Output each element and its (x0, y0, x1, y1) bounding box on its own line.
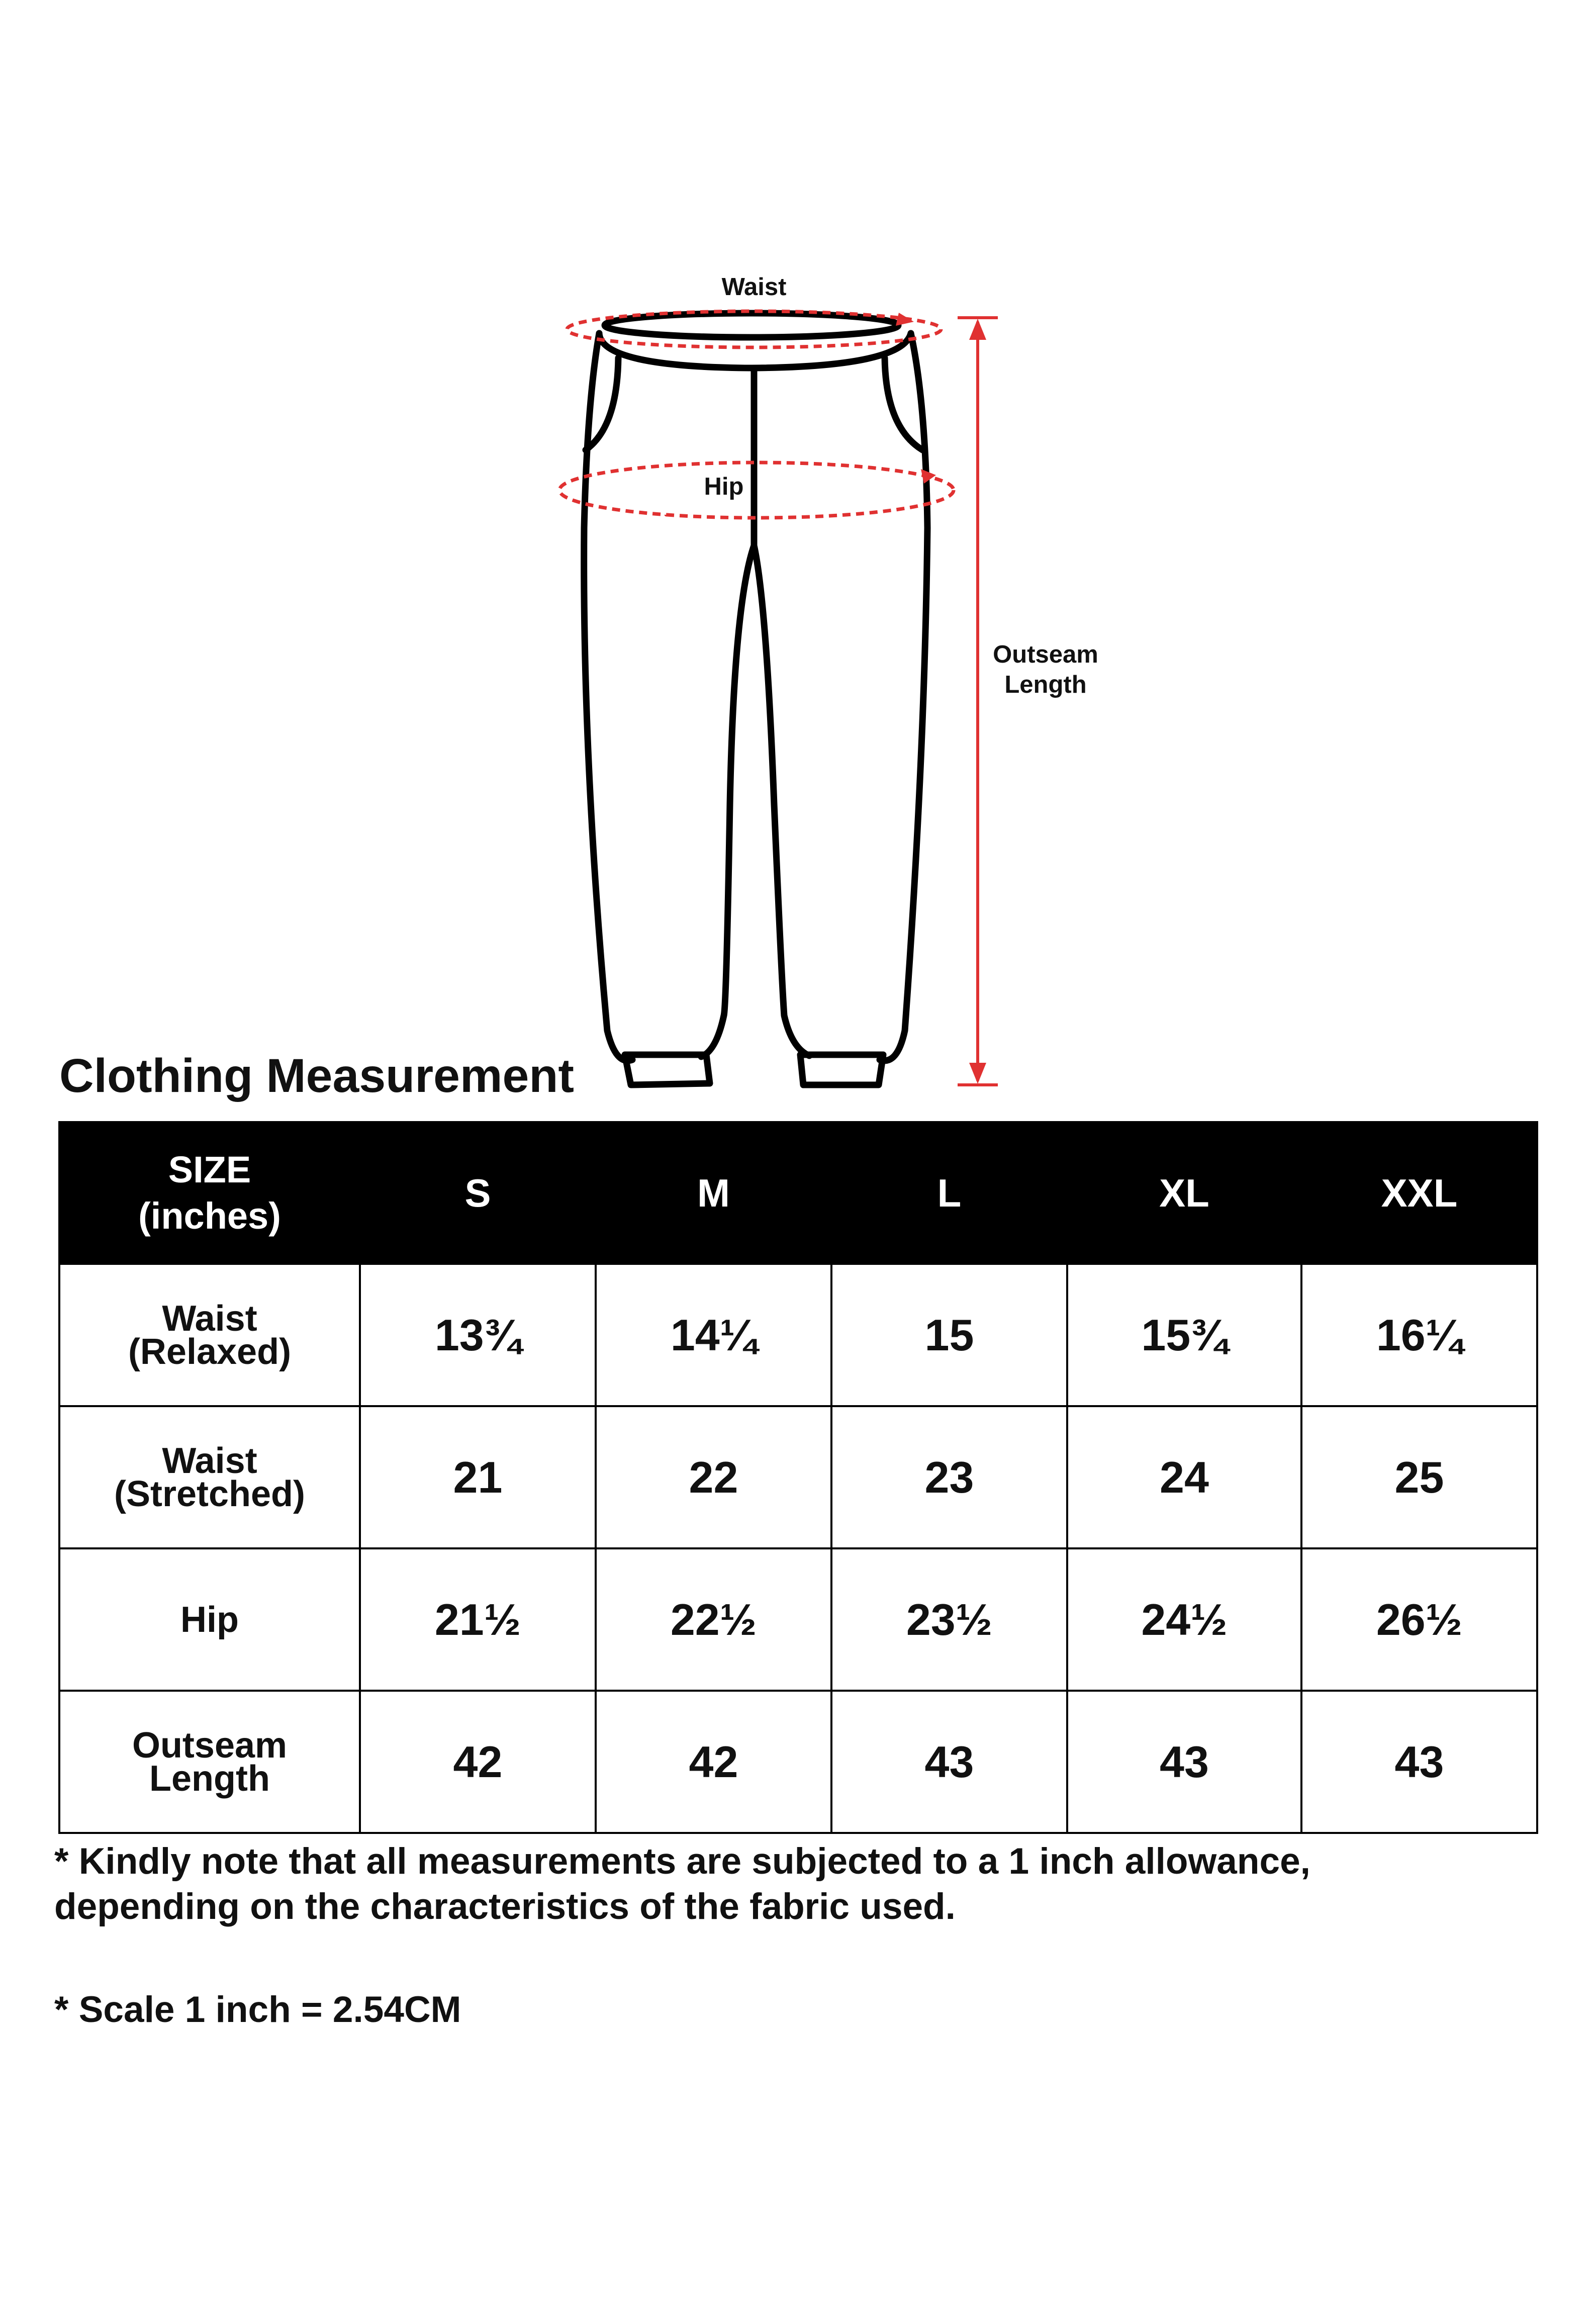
row-label: Waist (Relaxed) (59, 1264, 360, 1406)
waist-label: Waist (721, 273, 787, 301)
table-header-row (59, 1122, 1537, 1264)
row-label: Waist (Stretched) (59, 1406, 360, 1548)
scale-note: * Scale 1 inch = 2.54CM (54, 1989, 461, 2030)
table-cell: 21½ (360, 1548, 596, 1691)
size-column-header: L (831, 1122, 1067, 1264)
table-row (59, 1406, 1537, 1548)
table-row (59, 1548, 1537, 1691)
outseam-length-label: Outseam Length (993, 641, 1098, 698)
table-cell: 23 (831, 1406, 1067, 1548)
table-cell: 15 (831, 1264, 1067, 1406)
table-cell: 23½ (831, 1548, 1067, 1691)
table-cell: 14¼ (596, 1264, 831, 1406)
table-cell: 22½ (596, 1548, 831, 1691)
size-column-header: XL (1067, 1122, 1301, 1264)
table-cell: 43 (831, 1691, 1067, 1833)
size-header: SIZE (inches) (59, 1122, 360, 1264)
table-cell: 16¼ (1301, 1264, 1537, 1406)
hip-label: Hip (704, 473, 744, 500)
table-cell: 22 (596, 1406, 831, 1548)
table-cell: 26½ (1301, 1548, 1537, 1691)
size-column-header: XXL (1301, 1122, 1537, 1264)
outseam-length-guide (958, 318, 998, 1085)
table-cell: 24 (1067, 1406, 1301, 1548)
table-cell: 13¾ (360, 1264, 596, 1406)
table-cell: 25 (1301, 1406, 1537, 1548)
size-chart-table (58, 1121, 1538, 1834)
allowance-note: * Kindly note that all measurements are subjected to a 1 inch allowance, depending on the characteristics of the fabric used. (54, 1841, 1310, 1927)
section-title: Clothing Measurement (59, 1049, 574, 1102)
size-column-header: S (360, 1122, 596, 1264)
row-label: Hip (59, 1548, 360, 1691)
table-row (59, 1691, 1537, 1833)
table-cell: 24½ (1067, 1548, 1301, 1691)
size-column-header: M (596, 1122, 831, 1264)
pants-outline (584, 313, 927, 1085)
table-cell: 43 (1067, 1691, 1301, 1833)
table-row (59, 1264, 1537, 1406)
table-cell: 42 (360, 1691, 596, 1833)
table-cell: 42 (596, 1691, 831, 1833)
table-cell: 43 (1301, 1691, 1537, 1833)
row-label: Outseam Length (59, 1691, 360, 1833)
pants-diagram (0, 0, 1596, 1106)
table-cell: 15¾ (1067, 1264, 1301, 1406)
table-cell: 21 (360, 1406, 596, 1548)
